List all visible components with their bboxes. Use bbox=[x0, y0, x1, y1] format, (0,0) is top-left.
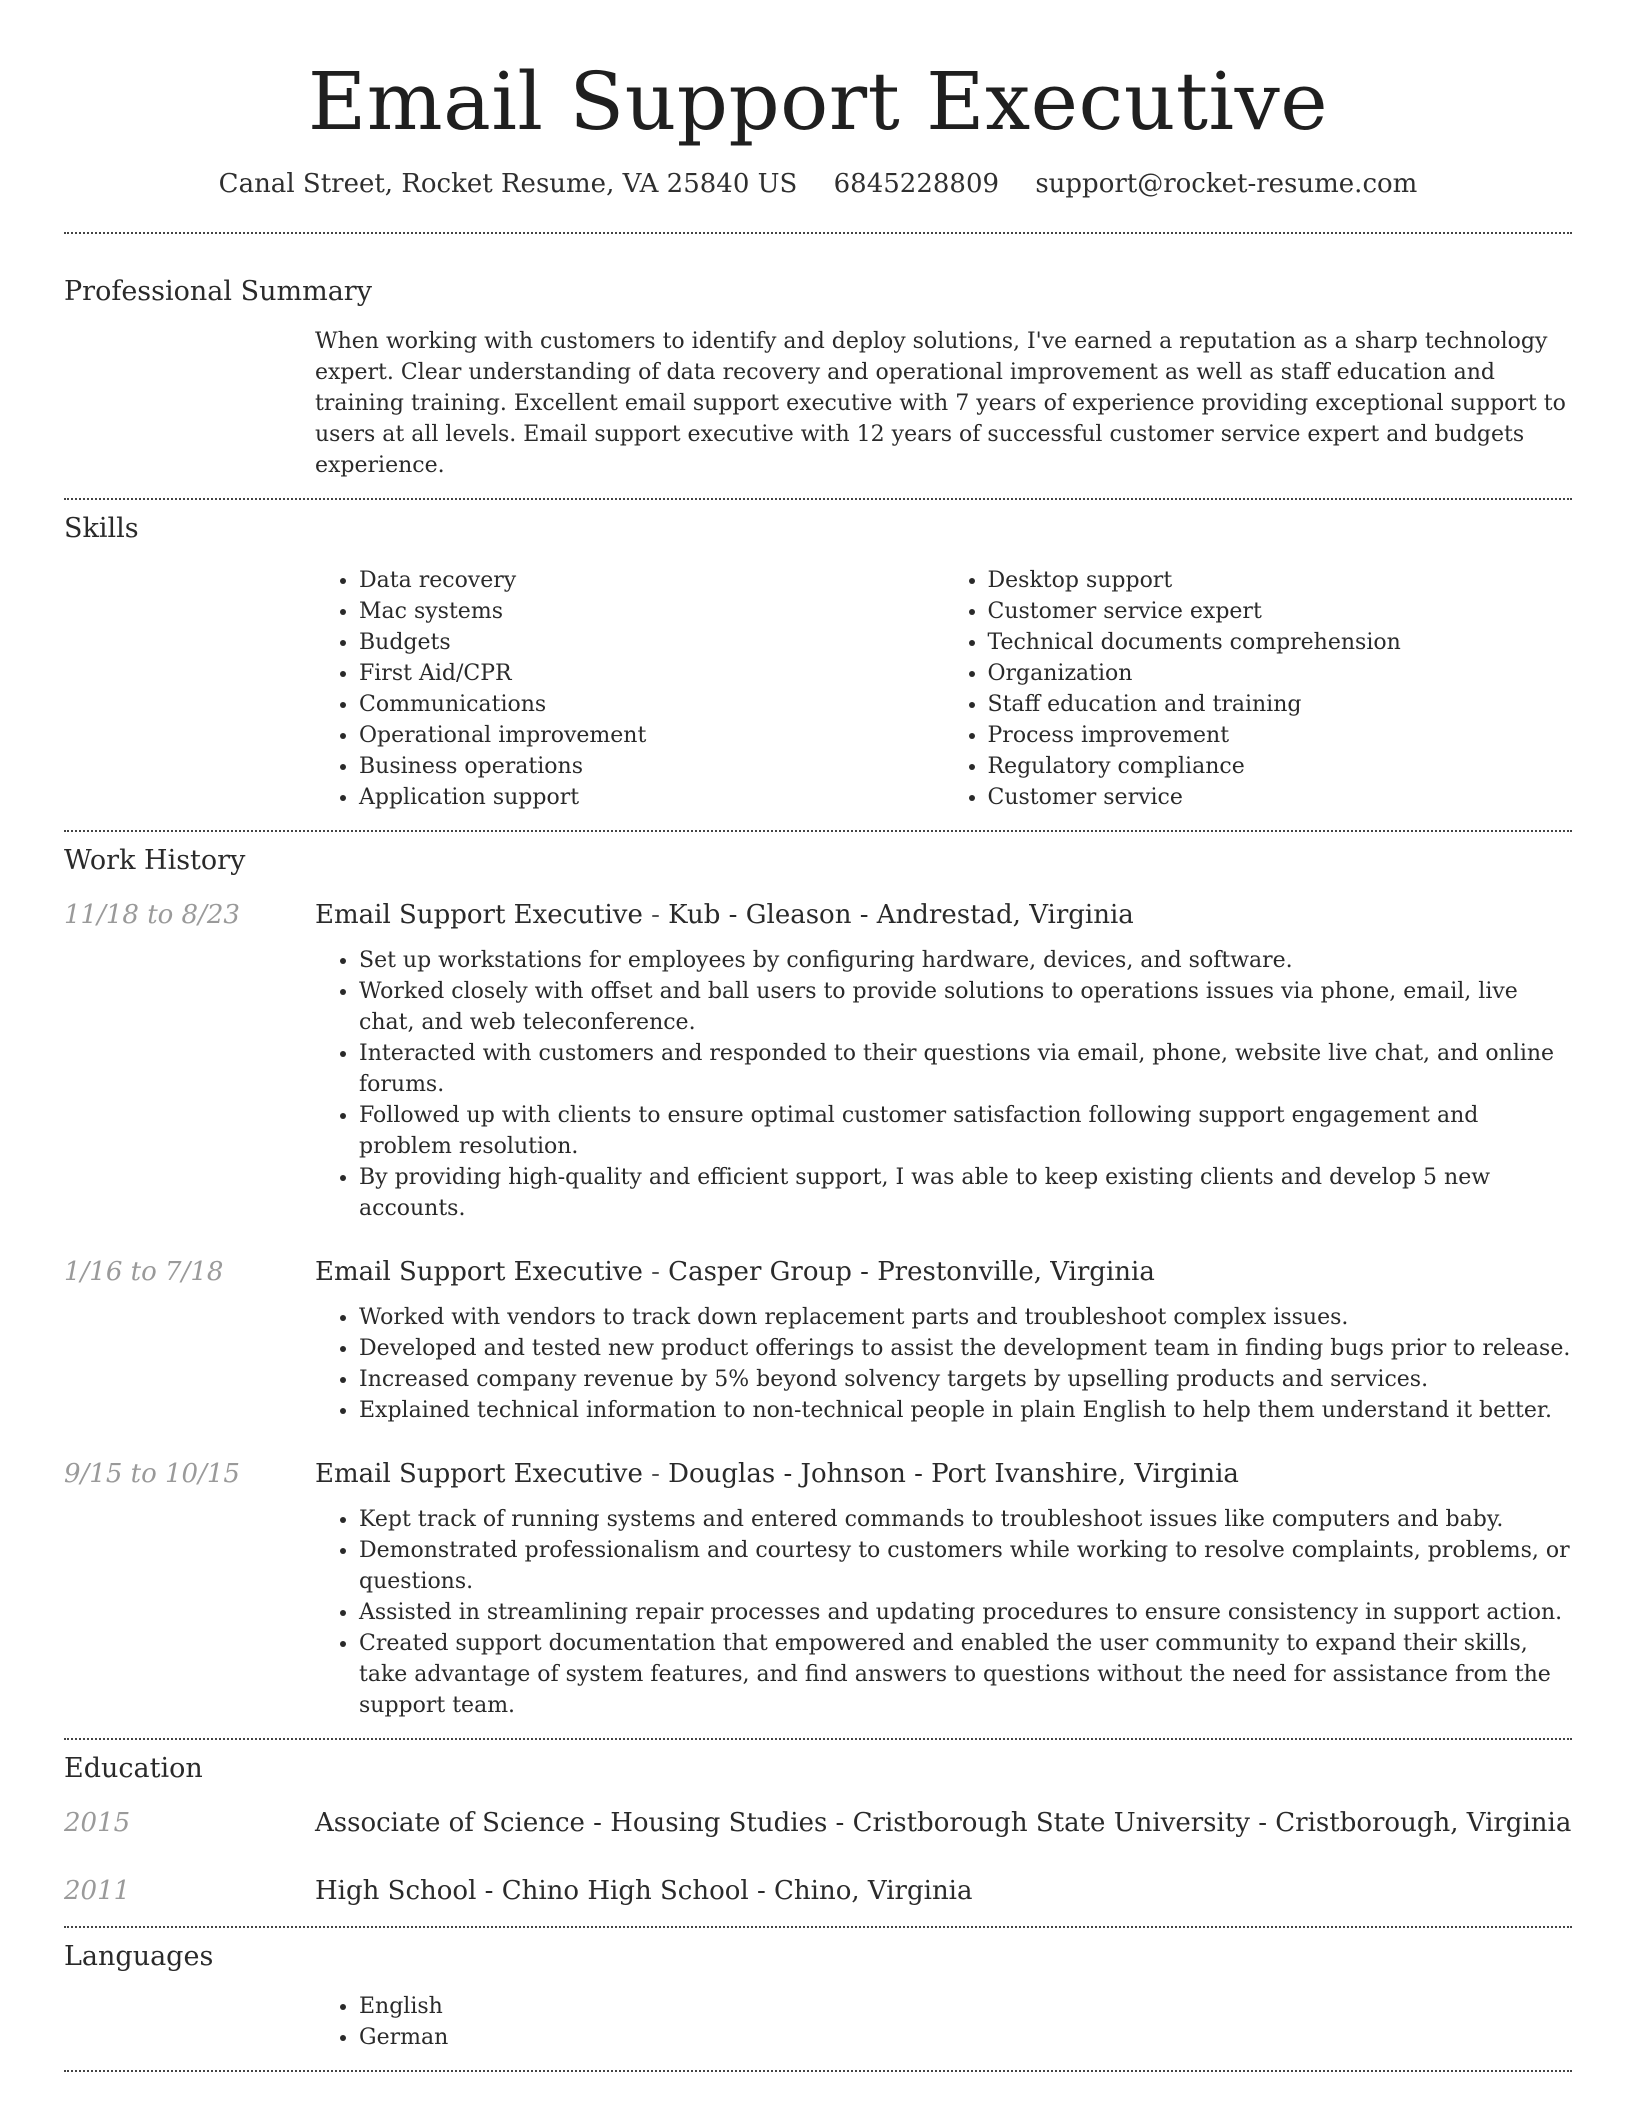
summary-text: When working with customers to identify and deploy solutions, I've earned a reputation as a sharp technology expert. Clear understanding of data recovery and operational improvement as well as staff education and training training. Excellent email support executive with 7 years of experience providing exceptional support to users at all levels. Email support executive with 12 years of successful customer service expert and budgets experience. bbox=[315, 329, 1566, 478]
education-heading: Education bbox=[64, 1753, 203, 1784]
job-header bbox=[64, 1254, 1572, 1290]
job-role: Email Support Executive bbox=[315, 1459, 643, 1489]
languages-items bbox=[315, 1991, 1572, 2053]
education-school: Chino High School - Chino, Virginia bbox=[501, 1876, 973, 1906]
language-item: • English bbox=[359, 1991, 1572, 2022]
contact-email: support@rocket-resume.com bbox=[1035, 169, 1418, 199]
education-degree: High School bbox=[315, 1876, 477, 1906]
education-separator: - bbox=[827, 1808, 853, 1838]
skill-item: • Communications bbox=[359, 689, 944, 720]
skill-item: • Staff education and training bbox=[988, 689, 1573, 720]
skill-item: • Mac systems bbox=[359, 596, 944, 627]
divider bbox=[64, 830, 1572, 832]
education-year: 2011 bbox=[64, 1876, 131, 1906]
education-entry bbox=[64, 1805, 1572, 1841]
divider bbox=[64, 2070, 1572, 2072]
language-item: • German bbox=[359, 2022, 1572, 2053]
job-bullet: • Increased company revenue by 5% beyond solvency targets by upselling products and services. bbox=[359, 1364, 1572, 1395]
job-bullet: • Worked with vendors to track down replacement parts and troubleshoot complex issues. bbox=[359, 1302, 1572, 1333]
skill-item: • Regulatory compliance bbox=[988, 751, 1573, 782]
job-bullet: • Set up workstations for employees by configuring hardware, devices, and software. bbox=[359, 945, 1572, 976]
languages-heading: Languages bbox=[64, 1941, 214, 1972]
skills-heading: Skills bbox=[64, 513, 139, 544]
job-bullets bbox=[315, 945, 1572, 1224]
skill-item: • Application support bbox=[359, 782, 944, 813]
job-bullet: • By providing high-quality and efficient support, I was able to keep existing clients and develop 5 new accounts. bbox=[359, 1162, 1572, 1224]
job-separator: - bbox=[642, 1257, 669, 1287]
job-separator: - bbox=[642, 1459, 669, 1489]
contact-phone: 6845228809 bbox=[833, 169, 1000, 199]
skill-item: • Budgets bbox=[359, 627, 944, 658]
job-header bbox=[64, 897, 1572, 933]
job-list bbox=[64, 897, 1572, 1721]
education-entry bbox=[64, 1873, 1572, 1909]
skill-item: • Customer service expert bbox=[988, 596, 1573, 627]
job-separator: - bbox=[642, 900, 669, 930]
skill-item: • Customer service bbox=[988, 782, 1573, 813]
job-title bbox=[315, 1456, 1239, 1492]
divider bbox=[64, 1738, 1572, 1740]
job-dates: 9/15 to 10/15 bbox=[64, 1459, 240, 1489]
skill-item: • Desktop support bbox=[988, 565, 1573, 596]
job-bullet: • Assisted in streamlining repair processes and updating procedures to ensure consistency in support action. bbox=[359, 1597, 1572, 1628]
job-entry bbox=[64, 1456, 1572, 1721]
job-bullet: • Worked closely with offset and ball users to provide solutions to operations issues via phone, email, live chat, and web teleconference. bbox=[359, 976, 1572, 1038]
education-school: Cristborough State University - Cristborough, Virginia bbox=[852, 1808, 1572, 1838]
divider bbox=[64, 498, 1572, 500]
contact-address: Canal Street, Rocket Resume, VA 25840 US bbox=[218, 169, 798, 199]
skill-item: • Data recovery bbox=[359, 565, 944, 596]
job-bullet: • Developed and tested new product offerings to assist the development team in finding bugs prior to release. bbox=[359, 1333, 1572, 1364]
summary-heading: Professional Summary bbox=[64, 276, 372, 307]
skill-item: • Technical documents comprehension bbox=[988, 627, 1573, 658]
resume-page bbox=[64, 0, 1572, 2072]
job-bullet: • Created support documentation that empowered and enabled the user community to expand their skills, take advantage of system features, and find answers to questions without the need for assistance from the support team. bbox=[359, 1628, 1572, 1721]
job-bullet: • Interacted with customers and responded to their questions via email, phone, website live chat, and online forums. bbox=[359, 1038, 1572, 1100]
job-dates: 11/18 to 8/23 bbox=[64, 900, 240, 930]
education-year: 2015 bbox=[64, 1808, 131, 1838]
skill-item: • Operational improvement bbox=[359, 720, 944, 751]
job-role: Email Support Executive bbox=[315, 900, 643, 930]
job-bullets bbox=[315, 1302, 1572, 1426]
job-role: Email Support Executive bbox=[315, 1257, 643, 1287]
job-entry bbox=[64, 897, 1572, 1224]
skills-list bbox=[315, 565, 1572, 813]
job-title bbox=[315, 897, 1134, 933]
job-company: Casper Group - Prestonville, Virginia bbox=[668, 1257, 1155, 1287]
skill-item: • Process improvement bbox=[988, 720, 1573, 751]
job-bullet: • Explained technical information to non-technical people in plain English to help them understand it better. bbox=[359, 1395, 1572, 1426]
job-bullet: • Demonstrated professionalism and courtesy to customers while working to resolve complaints, problems, or questions. bbox=[359, 1535, 1572, 1597]
education-degree: Associate of Science - Housing Studies bbox=[315, 1808, 828, 1838]
education-line bbox=[315, 1873, 973, 1909]
job-company: Kub - Gleason - Andrestad, Virginia bbox=[668, 900, 1134, 930]
education-separator: - bbox=[476, 1876, 502, 1906]
job-dates: 1/16 to 7/18 bbox=[64, 1257, 224, 1287]
job-entry bbox=[64, 1254, 1572, 1426]
job-bullet: • Kept track of running systems and entered commands to troubleshoot issues like computers and baby. bbox=[359, 1504, 1572, 1535]
work-heading: Work History bbox=[64, 845, 246, 876]
divider bbox=[64, 232, 1572, 234]
skill-item: • First Aid/CPR bbox=[359, 658, 944, 689]
skills-column-right bbox=[944, 565, 1573, 813]
job-title bbox=[315, 1254, 1155, 1290]
contact-line bbox=[64, 166, 1572, 202]
job-bullets bbox=[315, 1504, 1572, 1721]
job-bullet: • Followed up with clients to ensure optimal customer satisfaction following support engagement and problem resolution. bbox=[359, 1100, 1572, 1162]
skills-column-left bbox=[315, 565, 944, 813]
education-list bbox=[64, 1805, 1572, 1909]
job-company: Douglas - Johnson - Port Ivanshire, Virginia bbox=[668, 1459, 1239, 1489]
skill-item: • Organization bbox=[988, 658, 1573, 689]
languages-list bbox=[315, 1991, 1572, 2053]
resume-name: Email Support Executive bbox=[307, 55, 1329, 148]
education-line bbox=[315, 1805, 1571, 1841]
divider bbox=[64, 1926, 1572, 1928]
skill-item: • Business operations bbox=[359, 751, 944, 782]
job-header bbox=[64, 1456, 1572, 1492]
